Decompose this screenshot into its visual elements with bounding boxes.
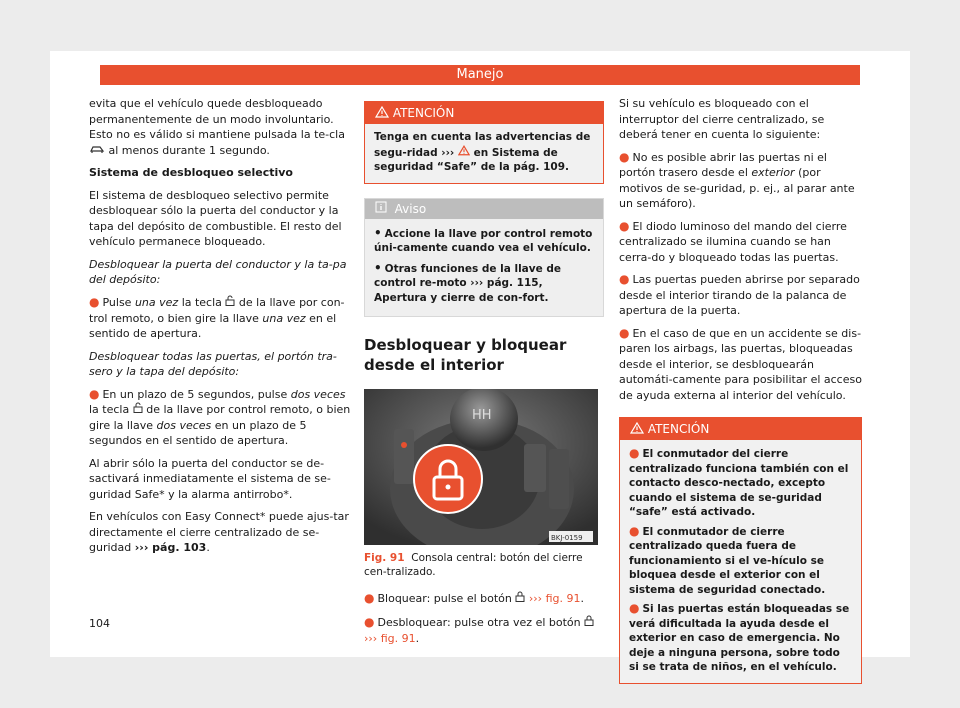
list-item: ● Bloquear: pulse el botón ››› fig. 91.	[364, 591, 584, 605]
warning-box	[364, 101, 604, 184]
list-item: ● Si las puertas están bloqueadas se verá dificultada la ayuda desde el exterior en caso de emergencia. No deje a ninguna persona, sobre todo si se trata de niños, en el vehículo.	[629, 601, 850, 673]
list-item: ● No es posible abrir las puertas ni el portón trasero desde el exterior (por motivos de se-guridad, p. ej., al parar ante un semáforo).	[619, 149, 855, 210]
paragraph: evita que el vehículo quede desbloqueado permanentemente de un modo involuntario. Esto no es válido si mantiene pulsada la te-cla al menos durante 1 segundo.	[89, 97, 345, 157]
paragraph: El sistema de desbloqueo selectivo permite desbloquear sólo la puerta del conductor y la tapa del depósito de combustible. El resto del vehículo permanece bloqueado.	[89, 188, 342, 249]
warning-triangle-icon	[375, 103, 389, 125]
paragraph: Si su vehículo es bloqueado con el interruptor del cierre centralizado, se deberá tener en cuenta lo siguiente:	[619, 97, 825, 141]
page-link[interactable]: pág. 115, Apertura y cierre de con-fort.	[374, 277, 549, 304]
list-item: • Otras funciones de la llave de control re-moto ››› pág. 115, Apertura y cierre de con-fort.	[374, 260, 562, 304]
bullet: ●	[364, 614, 375, 629]
warning-triangle-icon	[630, 419, 644, 441]
list-item: ● En un plazo de 5 segundos, pulse dos veces la tecla de la llave por control remoto, o bien gire la llave dos veces en un plazo de 5 segundos en el sentido de apertura.	[89, 386, 351, 448]
figure-code: BKJ-0159	[551, 534, 583, 542]
list-item: ● Pulse una vez la tecla de la llave por con-trol remoto, o bien gire la llave una vez en el sentido de apertura.	[89, 294, 345, 340]
bullet: ●	[619, 149, 630, 164]
warning-header: ATENCIÓN	[365, 102, 603, 124]
bullet: ●	[619, 218, 630, 233]
list-item: ● El diodo luminoso del mando del cierre centralizado se ilumina cuando se han cerra-do y bloqueado todas las puertas.	[619, 218, 847, 264]
section-header: Manejo	[100, 65, 860, 85]
subheading: Sistema de desbloqueo selectivo	[89, 166, 293, 180]
bullet: ●	[629, 523, 640, 538]
warning-body	[620, 440, 861, 683]
column-middle	[364, 101, 604, 653]
figure-link[interactable]: ››› fig. 91	[364, 631, 416, 645]
info-icon	[375, 199, 387, 219]
page-number: 104	[89, 617, 110, 630]
column-left	[89, 96, 353, 563]
svg-text:HH: HH	[472, 408, 492, 423]
list-item: ● El conmutador del cierre centralizado funciona también con el contacto desco-nectado, excepto cuando el sistema de se-guridad “safe” está activado.	[629, 446, 849, 518]
note-box	[364, 198, 604, 318]
column-right	[619, 96, 862, 698]
paragraph: Al abrir sólo la puerta del conductor se de-sactivará inmediatamente el sistema de se-guridad Safe* y la alarma antirrobo*.	[89, 456, 331, 501]
warning-triangle-icon	[458, 145, 470, 161]
warning-box	[619, 417, 862, 684]
padlock-open-icon	[225, 295, 235, 311]
italic-label: Desbloquear todas las puertas, el portón tra-sero y la tapa del depósito:	[89, 349, 337, 378]
section-title: Desbloquear y bloquear desde el interior	[364, 336, 567, 374]
bullet: ●	[89, 386, 100, 401]
page-link[interactable]: en Sistema de seguridad “Safe” de la pág. 109.	[374, 146, 570, 173]
bullet: ●	[619, 325, 630, 340]
list-item: ● Desbloquear: pulse otra vez el botón ››› fig. 91.	[364, 615, 604, 646]
figure-caption: Fig. 91 Consola central: botón del cierre cen-tralizado.	[364, 552, 583, 578]
bullet: ●	[629, 446, 640, 460]
bullet: •	[374, 225, 382, 240]
padlock-closed-icon	[515, 591, 525, 607]
figure-link[interactable]: ››› fig. 91	[528, 592, 581, 605]
note-body	[365, 219, 603, 317]
bullet: ●	[619, 272, 630, 286]
padlock-open-icon	[133, 402, 143, 418]
bullet: •	[374, 260, 382, 275]
italic-label: Desbloquear la puerta del conductor y la ta-pa del depósito:	[89, 257, 347, 287]
padlock-closed-icon	[584, 615, 594, 631]
warning-header: ATENCIÓN	[620, 418, 861, 440]
list-item: • Accione la llave por control remoto úni-camente cuando vea el vehículo.	[374, 225, 593, 254]
paragraph: En vehículos con Easy Connect* puede ajus-tar directamente el cierre centralizado de se-guridad ››› pág. 103.	[89, 510, 349, 555]
list-item: ● En el caso de que en un accidente se dis-paren los airbags, las puertas, bloqueadas desde el interior, se desbloquearán automáti-camente para posibilitar el acceso de ayuda externa al interior del vehículo.	[619, 325, 862, 402]
figure-console	[364, 389, 598, 545]
list-item: ● Las puertas pueden abrirse por separado desde el interior tirando de la palanca de apertura de la puerta.	[619, 272, 860, 317]
page-link[interactable]: ››› pág. 103	[134, 541, 207, 555]
bullet: ●	[89, 294, 100, 309]
car-unlock-icon	[89, 143, 105, 159]
warning-body: Tenga en cuenta las advertencias de segu-ridad ››› en Sistema de seguridad “Safe” de la pág. 109.	[374, 131, 591, 173]
note-header: Aviso	[365, 199, 603, 219]
bullet: ●	[629, 601, 640, 615]
list-item: ● El conmutador de cierre centralizado queda fuera de funcionamiento si el ve-hículo se bloquea desde el exterior con el sistema de seguridad conectado.	[629, 523, 826, 596]
bullet: ●	[364, 591, 375, 605]
